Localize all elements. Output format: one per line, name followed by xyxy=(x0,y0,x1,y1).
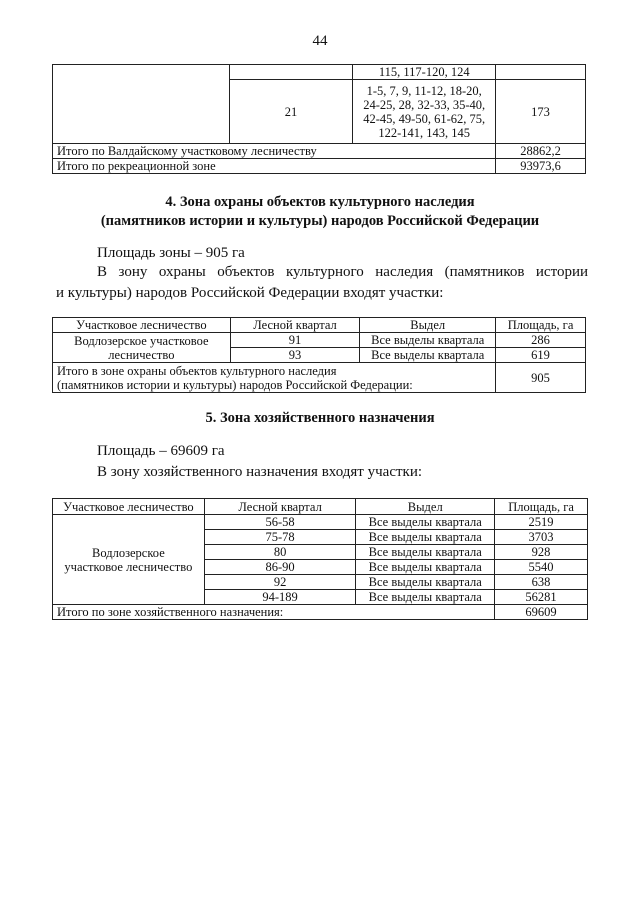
kvartal-cell: 93 xyxy=(230,348,360,363)
kvartal-cell: 92 xyxy=(204,575,356,590)
vydel-line: 122-141, 143, 145 xyxy=(378,125,471,140)
total-label: Итого по Валдайскому участковому лесничеству xyxy=(53,144,496,159)
kvartal-cell: 21 xyxy=(229,80,353,144)
lesnichestvo-line: Водлозерское xyxy=(92,545,165,560)
section4-heading-line2: (памятников истории и культуры) народов Российской Федерации xyxy=(100,213,540,229)
vydel-cell: Все выделы квартала xyxy=(360,348,496,363)
vydel-cell: Все выделы квартала xyxy=(356,590,495,605)
vydel-cell: Все выделы квартала xyxy=(360,333,496,348)
lesnichestvo-cell xyxy=(53,333,231,363)
vydel-cell xyxy=(353,80,496,144)
kvartal-cell: 94-189 xyxy=(204,590,356,605)
header-vydel: Выдел xyxy=(356,499,495,515)
vydel-cell: 115, 117-120, 124 xyxy=(353,65,496,80)
area-cell: 3703 xyxy=(495,530,588,545)
section4-intro-line2: и культуры) народов Российской Федерации входят участки: xyxy=(56,285,444,301)
vydel-line: 42-45, 49-50, 61-62, 75, xyxy=(363,111,486,126)
recreation-zone-table xyxy=(52,64,586,174)
area-cell: 928 xyxy=(495,545,588,560)
section4-intro-line1: В зону охраны объектов культурного наследия (памятников истории xyxy=(97,264,588,280)
total-label-line: Итого в зоне охраны объектов культурного наследия xyxy=(57,363,337,378)
area-cell: 619 xyxy=(496,348,586,363)
section5-intro: В зону хозяйственного назначения входят участки: xyxy=(97,464,423,480)
kvartal-cell xyxy=(229,65,353,80)
vydel-cell: Все выделы квартала xyxy=(356,545,495,560)
total-value: 69609 xyxy=(495,605,588,620)
kvartal-cell: 86-90 xyxy=(204,560,356,575)
lesnichestvo-line: лесничество xyxy=(108,347,175,362)
area-cell: 56281 xyxy=(495,590,588,605)
section4-heading-line1: 4. Зона охраны объектов культурного наследия xyxy=(165,194,475,210)
total-label: Итого по зоне хозяйственного назначения: xyxy=(53,605,495,620)
area-cell: 2519 xyxy=(495,515,588,530)
header-area: Площадь, га xyxy=(495,499,588,515)
total-value: 905 xyxy=(496,363,586,393)
lesnichestvo-cell xyxy=(53,65,230,144)
lesnichestvo-line: участковое лесничество xyxy=(64,559,193,574)
total-label-line: (памятников истории и культуры) народов Российской Федерации: xyxy=(57,377,413,392)
header-lesnichestvo: Участковое лесничество xyxy=(53,318,231,333)
total-label-cell xyxy=(53,363,496,393)
kvartal-cell: 80 xyxy=(204,545,356,560)
kvartal-cell: 91 xyxy=(230,333,360,348)
vydel-line: 1-5, 7, 9, 11-12, 18-20, xyxy=(366,83,482,98)
kvartal-cell: 56-58 xyxy=(204,515,356,530)
page-number: 44 xyxy=(312,33,328,49)
header-kvartal: Лесной квартал xyxy=(230,318,360,333)
total-value: 93973,6 xyxy=(496,159,586,174)
culture-zone-table xyxy=(52,317,586,393)
header-vydel: Выдел xyxy=(360,318,496,333)
header-area: Площадь, га xyxy=(496,318,586,333)
section5-area-text: Площадь – 69609 га xyxy=(97,443,225,459)
total-value: 28862,2 xyxy=(496,144,586,159)
economic-zone-table xyxy=(52,498,588,620)
lesnichestvo-cell xyxy=(53,515,205,605)
header-kvartal: Лесной квартал xyxy=(204,499,356,515)
section4-area-text: Площадь зоны – 905 га xyxy=(97,245,245,261)
area-cell: 5540 xyxy=(495,560,588,575)
vydel-cell: Все выделы квартала xyxy=(356,515,495,530)
vydel-cell: Все выделы квартала xyxy=(356,530,495,545)
area-cell: 173 xyxy=(496,80,586,144)
kvartal-cell: 75-78 xyxy=(204,530,356,545)
section5-heading: 5. Зона хозяйственного назначения xyxy=(205,410,435,426)
area-cell: 286 xyxy=(496,333,586,348)
vydel-cell: Все выделы квартала xyxy=(356,560,495,575)
area-cell: 638 xyxy=(495,575,588,590)
total-label: Итого по рекреационной зоне xyxy=(53,159,496,174)
vydel-cell: Все выделы квартала xyxy=(356,575,495,590)
area-cell xyxy=(496,65,586,80)
vydel-line: 24-25, 28, 32-33, 35-40, xyxy=(363,97,486,112)
lesnichestvo-line: Водлозерское участковое xyxy=(74,333,209,348)
header-lesnichestvo: Участковое лесничество xyxy=(53,499,205,515)
